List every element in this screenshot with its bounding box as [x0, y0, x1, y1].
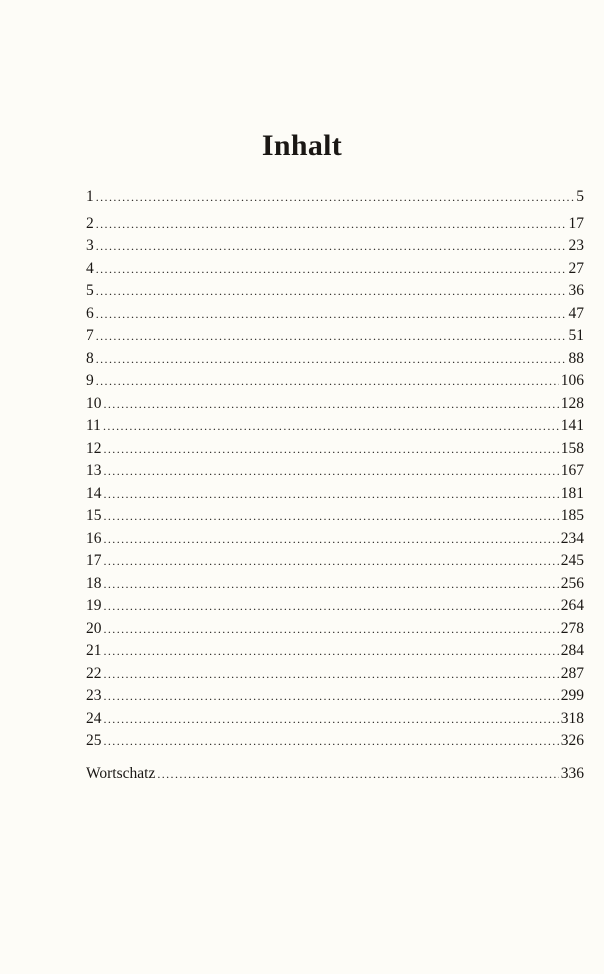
toc-entry-chapter-16[interactable] [86, 528, 584, 551]
toc-entry-chapter-1[interactable] [86, 186, 584, 209]
dot-leader [104, 483, 559, 506]
dot-leader [104, 618, 559, 641]
toc-entry-page-number: 51 [568, 327, 584, 344]
toc-entry-label: Wortschatz [86, 764, 156, 782]
toc-entry-page-number: 88 [568, 349, 584, 367]
toc-entry-page-number: 299 [560, 687, 584, 704]
toc-entry-label: 15 [86, 507, 102, 524]
toc-entry-label: 4 [86, 259, 94, 277]
toc-entry-page-number: 5 [576, 188, 584, 205]
toc-entry-page-number: 128 [560, 394, 584, 412]
toc-entry-page-number: 245 [560, 552, 584, 569]
dot-leader [104, 528, 559, 551]
toc-entry-page-number: 287 [560, 664, 584, 682]
toc-entry-chapter-12[interactable] [86, 438, 584, 461]
toc-entry-page-number: 17 [568, 214, 584, 232]
toc-entry-chapter-24[interactable] [86, 708, 584, 731]
toc-entry-label: 21 [86, 642, 102, 659]
toc-entry-label: 3 [86, 237, 94, 254]
toc-entry-page-number: 36 [568, 282, 584, 299]
dot-leader [96, 235, 567, 258]
dot-leader [96, 370, 559, 393]
toc-entry-chapter-25[interactable] [86, 730, 584, 753]
toc-entry-page-number: 264 [560, 597, 584, 614]
toc-entry-chapter-21[interactable] [86, 640, 584, 663]
toc-entry-chapter-4[interactable] [86, 258, 584, 281]
page-title: Inhalt [261, 129, 343, 162]
dot-leader [96, 348, 567, 371]
toc-entry-page-number: 23 [568, 237, 584, 254]
toc-entry-page-number: 27 [568, 259, 584, 277]
toc-entry-label: 14 [86, 484, 102, 502]
dot-leader [96, 258, 567, 281]
toc-entry-chapter-18[interactable] [86, 573, 584, 596]
toc-entry-chapter-14[interactable] [86, 483, 584, 506]
toc-entry-page-number: 278 [560, 619, 584, 637]
dot-leader [104, 730, 559, 753]
toc-entry-chapter-8[interactable] [86, 348, 584, 371]
toc-entry-page-number: 256 [560, 574, 584, 592]
toc-entry-chapter-10[interactable] [86, 393, 584, 416]
dot-leader [157, 763, 558, 786]
toc-entry-chapter-22[interactable] [86, 663, 584, 686]
dot-leader [104, 573, 559, 596]
toc-entry-label: 17 [86, 552, 102, 569]
dot-leader [104, 663, 559, 686]
toc-entry-label: 2 [86, 214, 94, 232]
toc-entry-label: 18 [86, 574, 102, 592]
dot-leader [104, 460, 559, 483]
toc-entry-page-number: 185 [560, 507, 584, 524]
dot-leader [104, 550, 559, 573]
toc-entry-chapter-2[interactable] [86, 213, 584, 236]
toc-entry-page-number: 284 [560, 642, 584, 659]
toc-entry-chapter-19[interactable] [86, 595, 584, 618]
toc-entry-label: 5 [86, 282, 94, 299]
toc-entry-label: 6 [86, 304, 94, 322]
toc-entry-page-number: 326 [560, 732, 584, 749]
toc-entry-label: 20 [86, 619, 102, 637]
toc-entry-label: 7 [86, 327, 94, 344]
dot-leader [104, 640, 559, 663]
toc-entry-wortschatz[interactable] [86, 763, 584, 786]
toc-entry-label: 10 [86, 394, 102, 412]
toc-entry-chapter-15[interactable] [86, 505, 584, 528]
dot-leader [104, 595, 559, 618]
toc-entry-chapter-11[interactable] [86, 415, 584, 438]
toc-entry-chapter-6[interactable] [86, 303, 584, 326]
toc-entry-label: 25 [86, 732, 102, 749]
toc-entry-label: 11 [86, 417, 101, 434]
toc-entry-chapter-20[interactable] [86, 618, 584, 641]
toc-entry-page-number: 158 [560, 439, 584, 457]
dot-leader [104, 438, 559, 461]
toc-entry-chapter-9[interactable] [86, 370, 584, 393]
dot-leader [96, 303, 567, 326]
dot-leader [96, 280, 567, 303]
dot-leader [96, 186, 575, 209]
toc-entry-chapter-17[interactable] [86, 550, 584, 573]
toc-entry-page-number: 181 [560, 484, 584, 502]
toc-entry-label: 22 [86, 664, 102, 682]
dot-leader [104, 393, 559, 416]
toc-entry-page-number: 318 [560, 709, 584, 727]
toc-entry-chapter-23[interactable] [86, 685, 584, 708]
dot-leader [104, 505, 559, 528]
dot-leader [104, 685, 559, 708]
toc-entry-label: 19 [86, 597, 102, 614]
dot-leader [104, 708, 559, 731]
toc-entry-label: 1 [86, 188, 94, 205]
table-of-contents [86, 186, 584, 785]
toc-entry-page-number: 336 [560, 764, 584, 782]
toc-entry-label: 13 [86, 462, 102, 479]
toc-entry-label: 12 [86, 439, 102, 457]
toc-entry-page-number: 234 [560, 529, 584, 547]
toc-entry-chapter-13[interactable] [86, 460, 584, 483]
toc-entry-chapter-7[interactable] [86, 325, 584, 348]
toc-entry-chapter-3[interactable] [86, 235, 584, 258]
toc-entry-label: 23 [86, 687, 102, 704]
toc-entry-page-number: 141 [560, 417, 584, 434]
toc-entry-label: 24 [86, 709, 102, 727]
toc-entry-label: 8 [86, 349, 94, 367]
dot-leader [103, 415, 559, 438]
toc-entry-page-number: 167 [560, 462, 584, 479]
toc-entry-chapter-5[interactable] [86, 280, 584, 303]
dot-leader [96, 325, 567, 348]
dot-leader [96, 213, 567, 236]
toc-entry-label: 16 [86, 529, 102, 547]
toc-entry-page-number: 106 [560, 372, 584, 389]
toc-entry-page-number: 47 [568, 304, 584, 322]
toc-entry-label: 9 [86, 372, 94, 389]
